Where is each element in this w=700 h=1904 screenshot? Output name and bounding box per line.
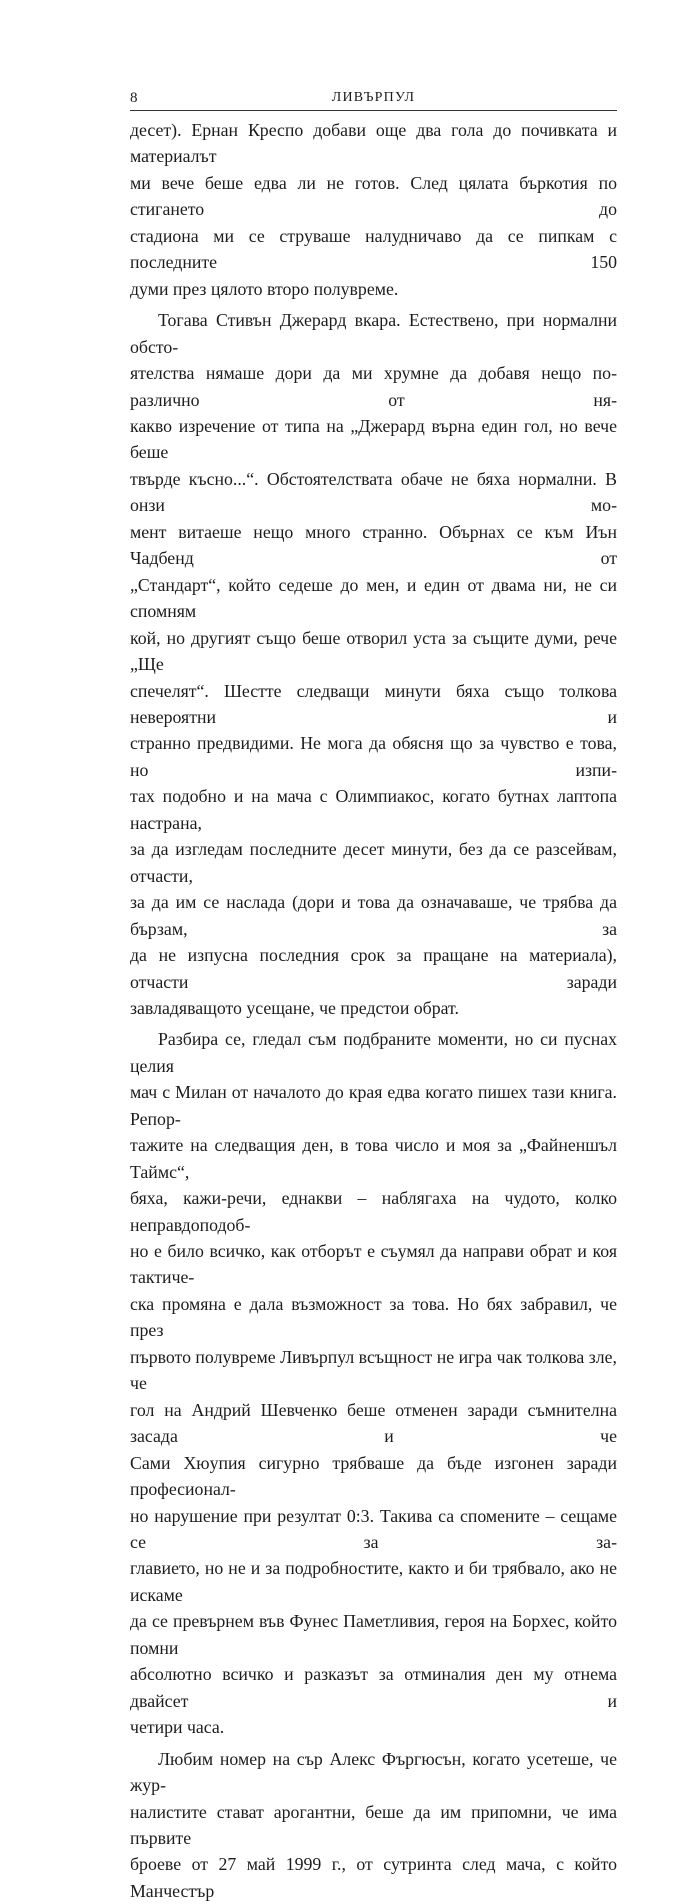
text-line: за да изгледам последните десет минути, без да се разсейвам, отчасти,	[130, 839, 617, 886]
text-line: налистите стават арогантни, беше да им припомни, че има първите	[130, 1801, 617, 1848]
page-number: 8	[130, 90, 138, 106]
text-line: гол на Андрий Шевченко беше отменен заради съмнителна засада и че	[130, 1399, 617, 1447]
text-line: мач с Милан от началото до края едва когато пишех тази книга. Репор-	[130, 1082, 617, 1129]
text-line: твърде късно...“. Обстоятелствата обаче не бяха нормални. В онзи мо-	[130, 468, 617, 516]
body-text	[130, 117, 617, 1904]
text-line: първото полувреме Ливърпул всъщност не игра чак толкова зле, че	[130, 1346, 617, 1394]
text-line: ятелства нямаше дори да ми хрумне да добавя нещо по-различно от ня-	[130, 363, 617, 410]
text-line: Разбира се, гледал съм подбраните моменти, но си пуснах целия	[130, 1029, 617, 1076]
text-line: „Стандарт“, който седеше до мен, и един от двама ни, не си спомням	[130, 574, 617, 622]
text-line: Сами Хюупия сигурно трябваше да бъде изгонен заради професионал-	[130, 1452, 617, 1500]
paragraph	[130, 307, 617, 1021]
text-line: мент витаеше нещо много странно. Обърнах се към Иън Чадбенд от	[130, 521, 617, 569]
text-line: главието, но не и за подробностите, както и би трябвало, ако не искаме	[130, 1558, 617, 1605]
text-line: странно предвидими. Не мога да обясня що за чувство е това, но изпи-	[130, 733, 617, 780]
text-line: ми вече беше едва ли не готов. След цялата бъркотия по стигането до	[130, 172, 617, 220]
paragraph	[130, 117, 617, 302]
text-line: да не изпусна последния срок за пращане на материала), отчасти заради	[130, 945, 617, 992]
text-line: кой, но другият също беше отворил уста за същите думи, рече „Ще	[130, 627, 617, 675]
text-line: но е било всичко, как отборът е съумял да направи обрат и коя тактиче-	[130, 1241, 617, 1288]
text-line: абсолютно всичко и разказът за отминалия ден му отнема двайсет и	[130, 1664, 617, 1711]
running-header	[130, 88, 617, 111]
text-line: спечелят“. Шестте следващи минути бяха също толкова невероятни и	[130, 680, 617, 727]
text-line: Тогава Стивън Джерард вкара. Естествено, при нормални обсто-	[130, 310, 617, 357]
text-line: завладяващото усещане, че предстои обрат.	[130, 997, 459, 1018]
text-line: но нарушение при резултат 0:3. Такива са спомените – сещаме се за за-	[130, 1505, 617, 1553]
text-line: броеве от 27 май 1999 г., от сутринта след мача, с който Манчестър	[130, 1854, 617, 1901]
paragraph	[130, 1746, 617, 1904]
text-line: четири часа.	[130, 1717, 225, 1738]
text-line: думи през цялото второ полувреме.	[130, 278, 399, 299]
text-line: Любим номер на сър Алекс Фъргюсън, когато усетеше, че жур-	[130, 1748, 617, 1796]
text-line: тажите на следващия ден, в това число и моя за „Файненшъл Таймс“,	[130, 1135, 617, 1182]
running-title: ЛИВЪРПУЛ	[331, 90, 416, 105]
text-line: тах подобно и на мача с Олимпиакос, когато бутнах лаптопа настрана,	[130, 786, 617, 833]
text-line: за да им се наслада (дори и това да означаваше, че трябва да бързам, за	[130, 892, 617, 939]
text-line: стадиона ми се струваше налудничаво да се пипкам с последните 150	[130, 225, 617, 273]
text-line: ска промяна е дала възможност за това. Но бях забравил, че през	[130, 1293, 617, 1341]
paragraph	[130, 1026, 617, 1740]
text-line: бяха, кажи-речи, еднакви – наблягаха на чудото, колко неправдоподоб-	[130, 1188, 617, 1235]
text-line: какво изречение от типа на „Джерард върна един гол, но вече беше	[130, 415, 617, 463]
text-line: да се превърнем във Фунес Паметливия, героя на Борхес, който помни	[130, 1611, 617, 1658]
text-line: десет). Ернан Креспо добави още два гола до почивката и материалът	[130, 120, 617, 167]
